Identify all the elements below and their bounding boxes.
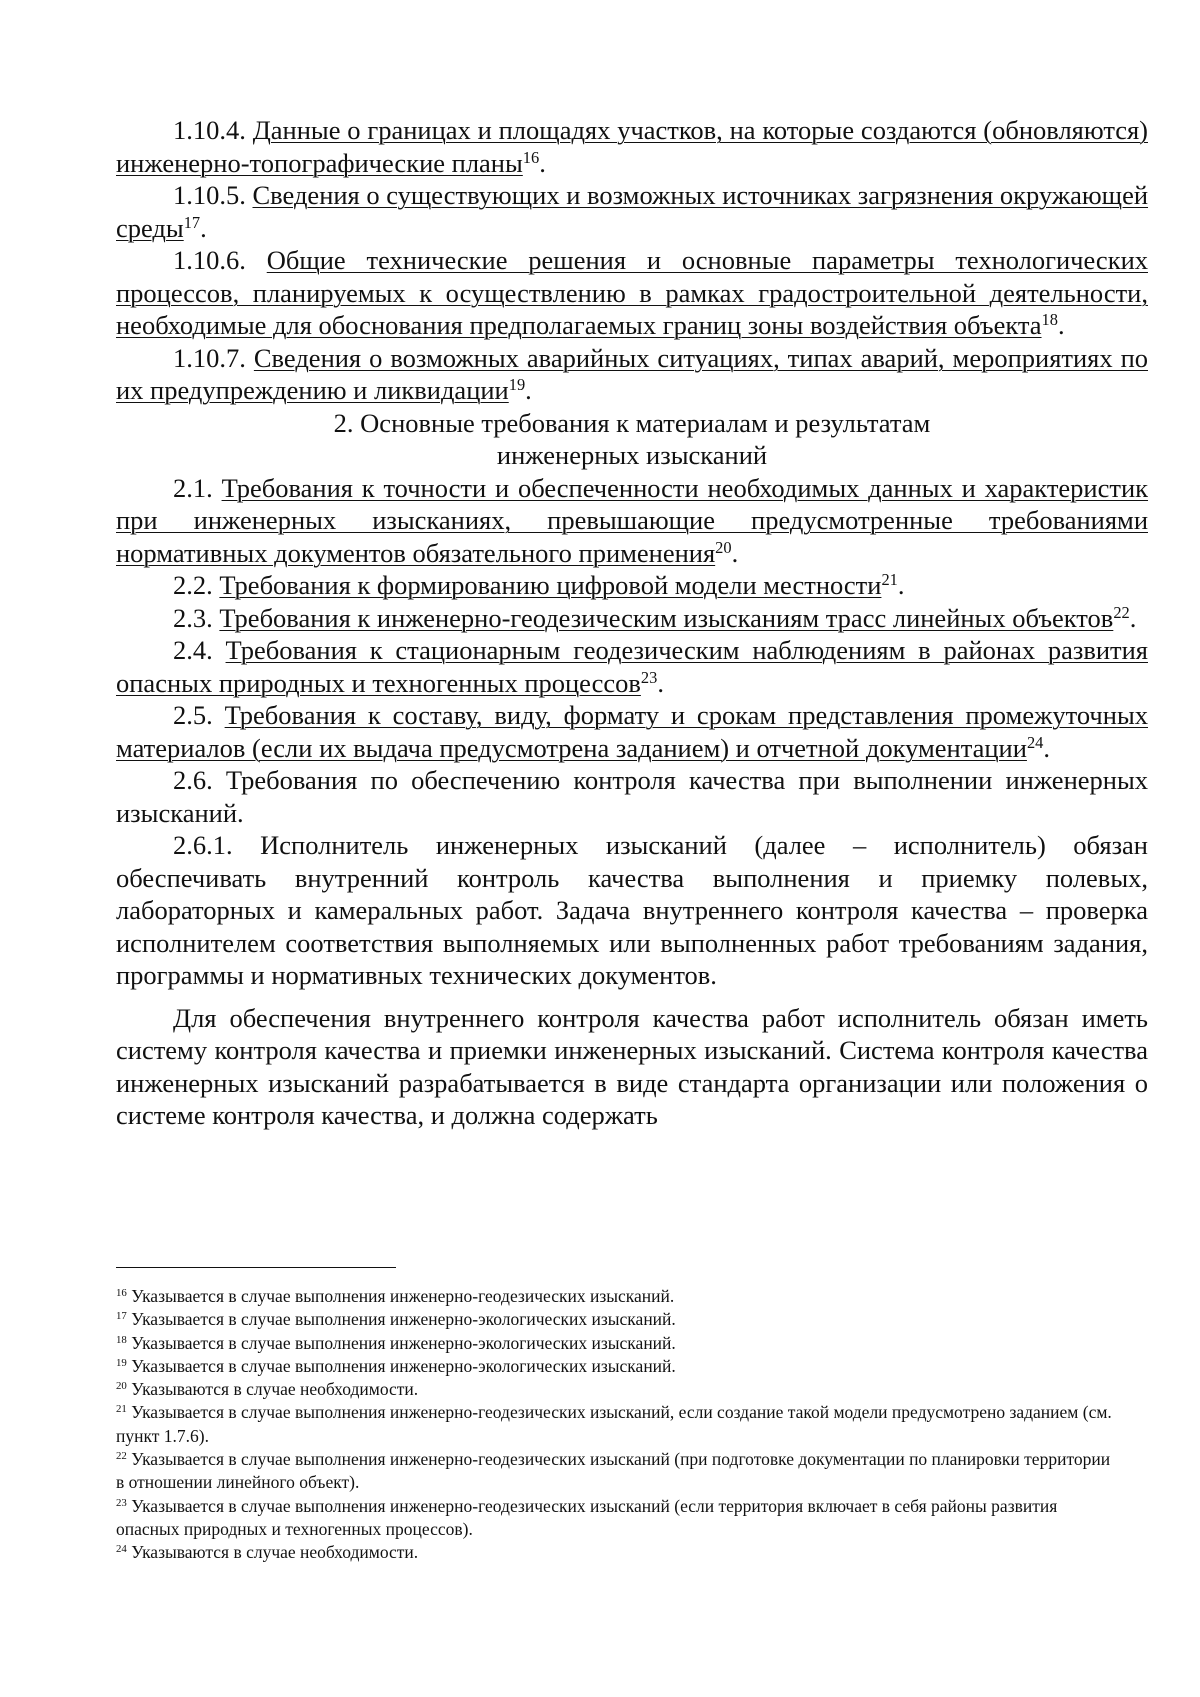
footnote-number: 17	[116, 1310, 127, 1323]
paragraph-2-6: 2.6. Требования по обеспечению контроля качества при выполнении инженерных изысканий.	[116, 765, 1148, 828]
document-page	[116, 114, 1148, 1132]
footnote-number: 16	[116, 1287, 127, 1300]
item-1-10-5: 1.10.5. Сведения о существующих и возможных источниках загрязнения окружающей среды$^{17}$.	[116, 180, 1149, 243]
footnote-20	[116, 1378, 1116, 1401]
requirement-2-2: 2.2. Требования к формированию цифровой модели местности$^{21}$.	[173, 569, 905, 600]
footnote-ref: 19	[508, 374, 526, 394]
item-text: Общие технические решения и основные параметры технологических процессов, планируемых к осуществлению в рамках градостроительной деятельности, необходимые для обоснования предполагаемых границ зоны воздействия объекта	[116, 245, 1148, 340]
footnote-text: Указывается в случае выполнения инженерно-экологических изысканий.	[131, 1355, 676, 1376]
requirement-2-1: 2.1. Требования к точности и обеспеченности необходимых данных и характеристик при инженерных изысканиях, превышающие предусмотренные требованиями нормативных документов обязательного применения$^{20}$.	[116, 472, 1149, 568]
footnote-ref: 24	[1026, 732, 1044, 752]
footnote-number: 21	[116, 1403, 127, 1416]
footnote-ref: 23	[640, 667, 658, 687]
footnote-18	[116, 1332, 1116, 1355]
item-number: 1.10.4.	[173, 115, 246, 145]
requirement-2-5: 2.5. Требования к составу, виду, формату и срокам представления промежуточных материалов (если их выдача предусмотрена заданием) и отчетной документации$^{24}$.	[116, 700, 1148, 763]
item-number: 2.2.	[173, 570, 213, 600]
requirement-2-3: 2.3. Требования к инженерно-геодезическим изысканиям трасс линейных объектов$^{22}$.	[173, 602, 1137, 633]
footnote-number: 20	[116, 1380, 127, 1393]
item-1-10-6: 1.10.6. Общие технические решения и основные параметры технологических процессов, планируемых к осуществлению в рамках градостроительной деятельности, необходимые для обоснования предполагаемых границ зоны воздействия объекта$^{18}$.	[116, 245, 1148, 340]
footnote-separator	[116, 1267, 396, 1268]
footnote-ref: 16	[522, 147, 540, 167]
footnote-text: Указывается в случае выполнения инженерно-геодезических изысканий, если создание такой модели предусмотрено заданием (см. пункт 1.7.6).	[116, 1402, 1112, 1446]
footnote-text: Указывается в случае выполнения инженерно-геодезических изысканий.	[131, 1286, 675, 1306]
footnote-number: 22	[116, 1450, 127, 1463]
footnote-number: 18	[116, 1333, 127, 1346]
item-text: Требования к составу, виду, формату и срокам представления промежуточных материалов (если их выдача предусмотрена заданием) и отчетной документации	[116, 700, 1148, 763]
footnote-21	[116, 1401, 1116, 1448]
footnote-text: Указываются в случае необходимости.	[131, 1379, 419, 1400]
requirement-2-4: 2.4. Требования к стационарным геодезическим наблюдениям в районах развития опасных природных и техногенных процессов$^{23}$.	[116, 635, 1148, 698]
paragraph-2-6-1: 2.6.1. Исполнитель инженерных изысканий (далее – исполнитель) обязан обеспечивать внутренний контроль качества выполнения и приемку полевых, лабораторных и камеральных работ. Задача внутреннего контроля качества – проверка исполнителем соответствия выполняемых или выполненных работ требованиям задания, программы и нормативных технических документов.	[116, 830, 1148, 990]
footnote-text: Указывается в случае выполнения инженерно-экологических изысканий.	[131, 1332, 676, 1353]
footnote-number: 19	[116, 1356, 127, 1369]
footnote-text: Указывается в случае выполнения инженерно-экологических изысканий.	[131, 1309, 676, 1330]
footnote-23	[116, 1495, 1116, 1542]
item-number: 2.4.	[173, 635, 213, 665]
footnote-ref: 22	[1113, 602, 1130, 622]
footnote-text: Указывается в случае выполнения инженерно-геодезических изысканий (если территория включает в себя районы развития опасных природных и техногенных процессов).	[116, 1495, 1058, 1539]
item-text: Требования к формированию цифровой модели местности	[219, 570, 882, 600]
section-heading-line-2: инженерных изысканий	[496, 440, 768, 470]
footnote-19	[116, 1355, 1116, 1378]
footnote-16	[116, 1285, 1116, 1308]
footnote-number: 23	[116, 1496, 127, 1509]
item-number: 1.10.6.	[173, 245, 246, 275]
footnote-ref: 21	[881, 569, 898, 589]
item-text: Данные о границах и площадях участков, на которые создаются (обновляются) инженерно-топографические планы	[116, 115, 1148, 178]
item-number: 2.3.	[173, 602, 213, 633]
footnote-22	[116, 1448, 1116, 1495]
item-text: Требования к точности и обеспеченности необходимых данных и характеристик при инженерных изысканиях, превышающие предусмотренные требованиями нормативных документов обязательного применения	[116, 472, 1149, 568]
item-number: 2.5.	[173, 700, 213, 730]
item-text: Требования к стационарным геодезическим наблюдениям в районах развития опасных природных и техногенных процессов	[116, 635, 1148, 698]
item-text: Сведения о возможных аварийных ситуациях, типах аварий, мероприятиях по их предупреждению и ликвидации	[116, 342, 1148, 405]
footnote-ref: 20	[715, 537, 732, 557]
section-heading-line-1: 2. Основные требования к материалам и результатам	[333, 407, 931, 438]
footnotes	[116, 1285, 1116, 1565]
item-text: Требования к инженерно-геодезическим изысканиям трасс линейных объектов	[219, 602, 1114, 633]
item-1-10-4: 1.10.4. Данные о границах и площадях участков, на которые создаются (обновляются) инженерно-топографические планы$^{16}$.	[116, 115, 1148, 178]
footnote-24	[116, 1541, 1116, 1564]
item-number: 1.10.7.	[173, 342, 246, 373]
footnote-text: Указывается в случае выполнения инженерно-геодезических изысканий (при подготовке документации по планировки территории в отношении линейного объект).	[116, 1449, 1111, 1493]
footnote-text: Указываются в случае необходимости.	[131, 1542, 419, 1563]
item-text: Сведения о существующих и возможных источниках загрязнения окружающей среды	[116, 180, 1149, 243]
paragraph-quality-system: Для обеспечения внутреннего контроля качества работ исполнитель обязан иметь систему контроля качества и приемки инженерных изысканий. Система контроля качества инженерных изысканий разрабатывается в виде стандарта организации или положения о системе контроля качества, и должна содержать	[116, 1002, 1148, 1130]
item-number: 2.1.	[173, 472, 213, 503]
footnote-ref: 17	[183, 212, 201, 232]
footnote-number: 24	[116, 1543, 127, 1556]
footnote-ref: 18	[1041, 309, 1058, 329]
item-number: 1.10.5.	[173, 180, 246, 210]
item-1-10-7: 1.10.7. Сведения о возможных аварийных ситуациях, типах аварий, мероприятиях по их предупреждению и ликвидации$^{19}$.	[116, 342, 1148, 405]
footnote-17	[116, 1308, 1116, 1331]
